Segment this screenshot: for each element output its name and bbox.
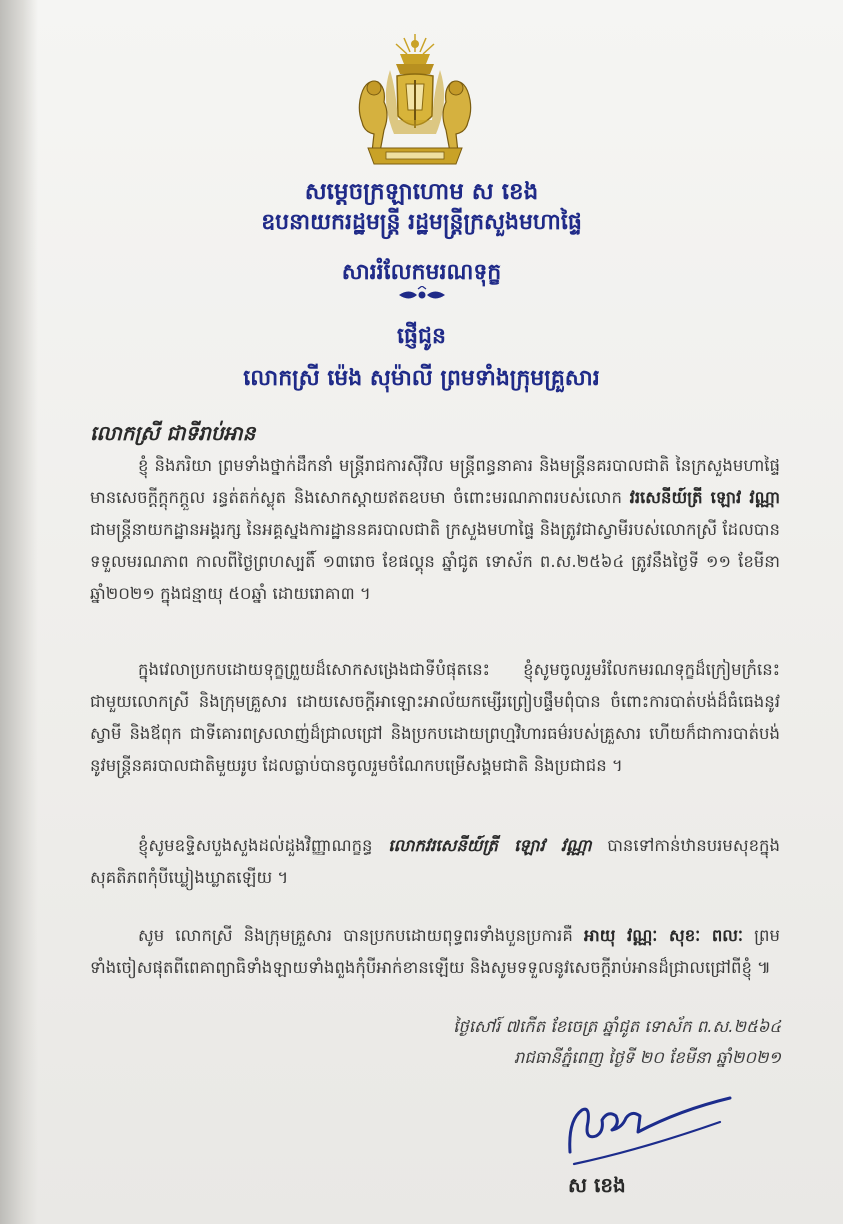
signer-name: ស ខេង xyxy=(568,1173,626,1197)
p1-text-a: ខ្ញុំ និងភរិយា ព្រមទាំងថ្នាក់ដឹកនាំ មន្ត្រីរាជការស៊ីវិល មន្ត្រីពន្ធនាគារ និងមន្ត្រីនគរបាលជាតិ នៃក្រសួងមហាផ្ទៃ មានសេចក្តីក្តុកក្តួល រន្ធត់តក់ស្លុត និងសោកស្តាយឥតឧបមា ចំពោះមរណភាពរបស់លោក xyxy=(90,456,780,507)
body-paragraph-1 xyxy=(90,450,780,650)
place-date-line: រាជធានីភ្នំពេញ ថ្ងៃទី ២០ ខែមីនា ឆ្នាំ២០២១ xyxy=(513,1048,781,1067)
p3-text-a: ខ្ញុំសូមឧទ្ទិសបួងសួងដល់ដួងវិញ្ញាណក្ខន្ធ xyxy=(138,836,389,855)
divider-ornament xyxy=(397,286,447,304)
handwritten-signature xyxy=(560,1080,740,1170)
salutation: លោកស្រី ជាទីរាប់អាន xyxy=(90,421,256,445)
deceased-name: វរសេនីយ៍ត្រី ឡោវ វណ្ណា xyxy=(629,488,780,507)
body-paragraph-4 xyxy=(90,920,780,1025)
p4-text-b: ព្រមទាំងចៀសផុតពីពេគាព្យាធិទាំងឡាយទាំងពួងកុំបីអាក់ខានឡើយ និងសូមទទួលនូវសេចក្តីរាប់អានដ៏ជ្រាលជ្រៅពីខ្ញុំ ៕ xyxy=(90,926,780,977)
body-paragraph-2 xyxy=(90,654,780,844)
p4-text-a: សូម លោកស្រី និងក្រុមគ្រួសារ បានប្រកបដោយពុទ្ធពរទាំងបួនប្រការគឺ xyxy=(138,926,584,945)
sender-name-heading: សម្តេចក្រឡាហោម ស ខេង xyxy=(304,179,539,205)
body-paragraph-3 xyxy=(90,830,780,900)
deceased-name-honorific: លោកវរសេនីយ៍ត្រី ឡោវ វណ្ណា xyxy=(388,836,592,855)
p3-text-b: បានទៅកាន់ឋានបរមសុខក្នុងសុគតិភពកុំបីឃ្លៀងឃ្លាតឡើយ ។ xyxy=(90,836,781,887)
p2-text: ក្នុងវេលាប្រកបដោយទុក្ខព្រួយដ៏សោកសង្រេងជាទីបំផុតនេះ ខ្ញុំសូមចូលរួមរំលែកមរណទុក្ខដ៏ក្រៀមក្រំនេះជាមួយលោកស្រី និងក្រុមគ្រួសារ ដោយសេចក្តីអាឡោះអាល័យកម្សើរព្រៀបផ្ទឹមពុំបាន ចំពោះការបាត់បង់ដ៏ធំធេងនូវស្វាមី និងឪពុក ជាទីគោរពស្រលាញ់ដ៏ជ្រាលជ្រៅ និងប្រកបដោយព្រហ្មវិហារធម៌របស់គ្រួសារ ហើយក៏ជាការបាត់បង់នូវមន្ត្រីនគរបាលជាតិមួយរូប ដែលធ្លាប់បានចូលរួមចំណែកបម្រើសង្គមជាតិ និងប្រជាជន ។ xyxy=(90,660,780,775)
p1-text-b: ជាមន្ត្រីនាយកដ្ឋានអង្គរក្ស នៃអគ្គស្នងការដ្ឋាននគរបាលជាតិ ក្រសួងមហាផ្ទៃ និងត្រូវជាស្វាមីរបស់លោកស្រី ដែលបានទទួលមរណភាព កាលពីថ្ងៃព្រហស្បតិ៍ ១៣រោច ខែផល្គុន ឆ្នាំជូត ទោស័ក ព.ស.២៥៦៤ ត្រូវនឹងថ្ងៃទី ១១ ខែមីនា ឆ្នាំ២០២១ ក្នុងជន្មាយុ ៥០ឆ្នាំ ដោយរោគា៣ ។ xyxy=(90,520,780,603)
recipient-heading: លោកស្រី ម៉េង សុម៉ាលី ព្រមទាំងក្រុមគ្រួសារ xyxy=(243,366,600,391)
document-type-heading: សាររំលែកមរណទុក្ខ xyxy=(341,260,502,285)
sender-title-heading: ឧបនាយករដ្ឋមន្ត្រី រដ្ឋមន្ត្រីក្រសួងមហាផ្ទៃ xyxy=(261,210,582,235)
addressed-to-heading: ផ្ញើជូន xyxy=(397,324,446,349)
royal-coat-of-arms-emblem xyxy=(350,30,480,170)
lunar-date-line: ថ្ងៃសៅរ៍ ៧កើត ខែចេត្រ ឆ្នាំជូត ទោស័ក ព.ស.២៥៦៤ xyxy=(453,1017,781,1036)
blessings-list: អាយុ វណ្ណៈ សុខៈ ពលៈ xyxy=(584,926,744,945)
